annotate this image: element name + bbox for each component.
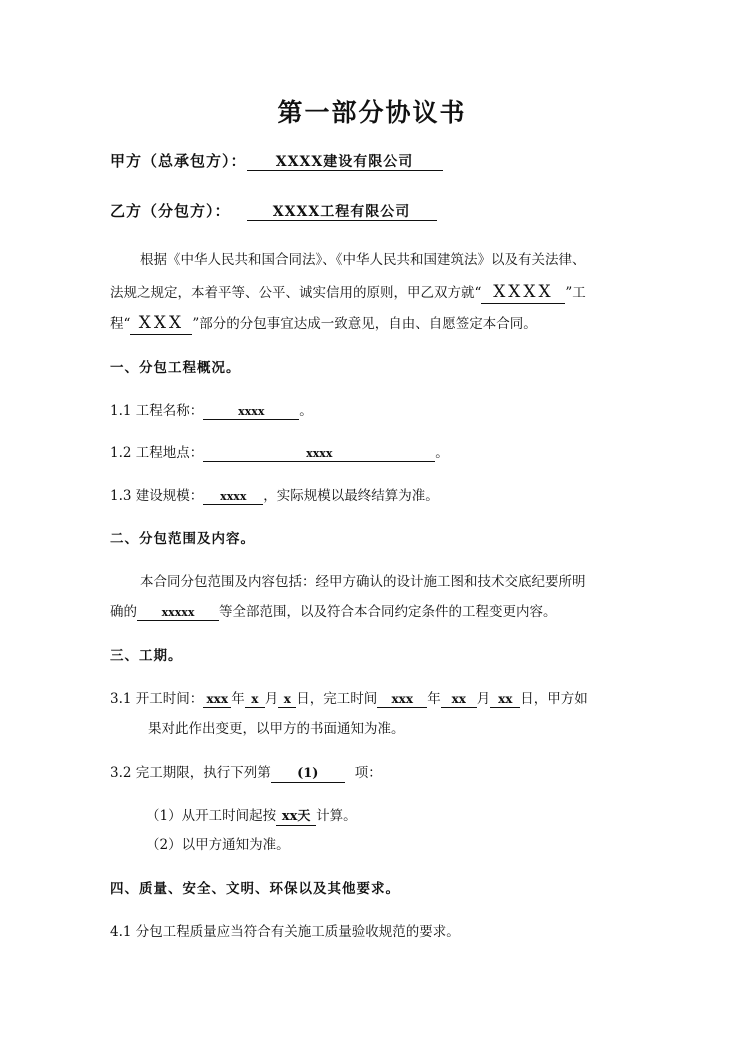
section-1-heading: 一、分包工程概况。 bbox=[110, 360, 241, 376]
start-year-value: xxx bbox=[203, 693, 231, 708]
section-3-heading: 三、工期。 bbox=[110, 648, 183, 664]
scope-line-2 bbox=[110, 600, 557, 621]
term-label: 3.2 完工期限，执行下列第 bbox=[110, 765, 271, 781]
project-scale-label: 1.3 建设规模： bbox=[110, 488, 204, 504]
party-a-label: 甲方（总承包方）： bbox=[110, 152, 247, 170]
term-days-value: xx天 bbox=[276, 810, 316, 826]
project-site-value: xxxx bbox=[203, 448, 435, 462]
start-day-value: x bbox=[278, 693, 296, 708]
section-4-heading: 四、质量、安全、文明、环保以及其他要求。 bbox=[110, 881, 400, 897]
term-option-2: （2）以甲方通知为准。 bbox=[146, 837, 290, 853]
scope-line-2-post: 等全部范围，以及符合本合同约定条件的工程变更内容。 bbox=[219, 604, 557, 620]
start-year-unit: 年 bbox=[231, 691, 245, 707]
project-site-end: 。 bbox=[435, 445, 449, 461]
project-scale-end: ，实际规模以最终结算为准。 bbox=[263, 488, 439, 504]
start-day-unit: 日，完工时间 bbox=[296, 691, 378, 707]
term-option-1 bbox=[146, 804, 357, 826]
project-name-end: 。 bbox=[299, 403, 313, 419]
project-scale-line bbox=[110, 484, 439, 505]
party-a-value: XXXX建设有限公司 bbox=[247, 154, 443, 171]
quality-item-1: 4.1 分包工程质量应当符合有关施工质量验收规范的要求。 bbox=[110, 924, 460, 940]
scope-fill: xxxxx bbox=[137, 607, 219, 621]
project-name-label: 1.1 工程名称： bbox=[110, 403, 204, 419]
term-line bbox=[110, 761, 382, 783]
term-option-1-post: 计算。 bbox=[316, 808, 357, 824]
scope-line-2-pre: 确的 bbox=[110, 604, 137, 620]
end-month-value: xx bbox=[441, 693, 477, 708]
start-time-label: 3.1 开工时间： bbox=[110, 691, 204, 707]
party-a-line bbox=[110, 150, 443, 171]
end-month-unit: 月 bbox=[476, 691, 491, 707]
party-b-label: 乙方（分包方）： bbox=[110, 202, 231, 220]
page-title: 第一部分协议书 bbox=[277, 98, 467, 127]
project-scale-value: xxxx bbox=[203, 491, 263, 505]
party-b-line bbox=[110, 200, 437, 221]
start-time-line-2: 果对此作出变更，以甲方的书面通知为准。 bbox=[148, 721, 405, 737]
section-2-heading: 二、分包范围及内容。 bbox=[110, 531, 255, 547]
intro-project-fill: XXXX bbox=[481, 283, 565, 304]
intro-line-2 bbox=[110, 281, 586, 304]
start-month-value: x bbox=[245, 693, 265, 708]
project-name-line bbox=[110, 399, 313, 420]
intro-line-2-post: ”工 bbox=[565, 285, 586, 301]
term-end: 项： bbox=[354, 765, 382, 781]
intro-line-3-post: ”部分的分包事宜达成一致意见，自由、自愿签定本合同。 bbox=[192, 316, 537, 332]
start-month-unit: 月 bbox=[264, 691, 279, 707]
intro-line-3 bbox=[110, 312, 537, 335]
scope-line-1: 本合同分包范围及内容包括：经甲方确认的设计施工图和技术交底纪要所明 bbox=[140, 574, 586, 590]
intro-line-3-pre: 程“ bbox=[110, 316, 131, 332]
intro-part-fill: XXX bbox=[130, 314, 192, 335]
project-name-value: xxxx bbox=[203, 406, 299, 420]
intro-line-2-pre: 法规之规定，本着平等、公平、诚实信用的原则，甲乙双方就“ bbox=[110, 285, 482, 301]
end-day-value: xx bbox=[490, 693, 520, 708]
project-site-label: 1.2 工程地点： bbox=[110, 445, 204, 461]
party-b-value: XXXX工程有限公司 bbox=[247, 204, 437, 221]
end-year-unit: 年 bbox=[427, 691, 441, 707]
term-value: (1) bbox=[271, 767, 345, 783]
end-year-value: xxx bbox=[377, 693, 427, 708]
intro-line-1: 根据《中华人民共和国合同法》、《中华人民共和国建筑法》以及有关法律、 bbox=[140, 252, 586, 268]
start-time-line bbox=[110, 687, 588, 708]
project-site-line bbox=[110, 441, 449, 462]
end-day-unit: 日，甲方如 bbox=[520, 691, 588, 707]
term-option-1-pre: （1）从开工时间起按 bbox=[146, 808, 277, 824]
